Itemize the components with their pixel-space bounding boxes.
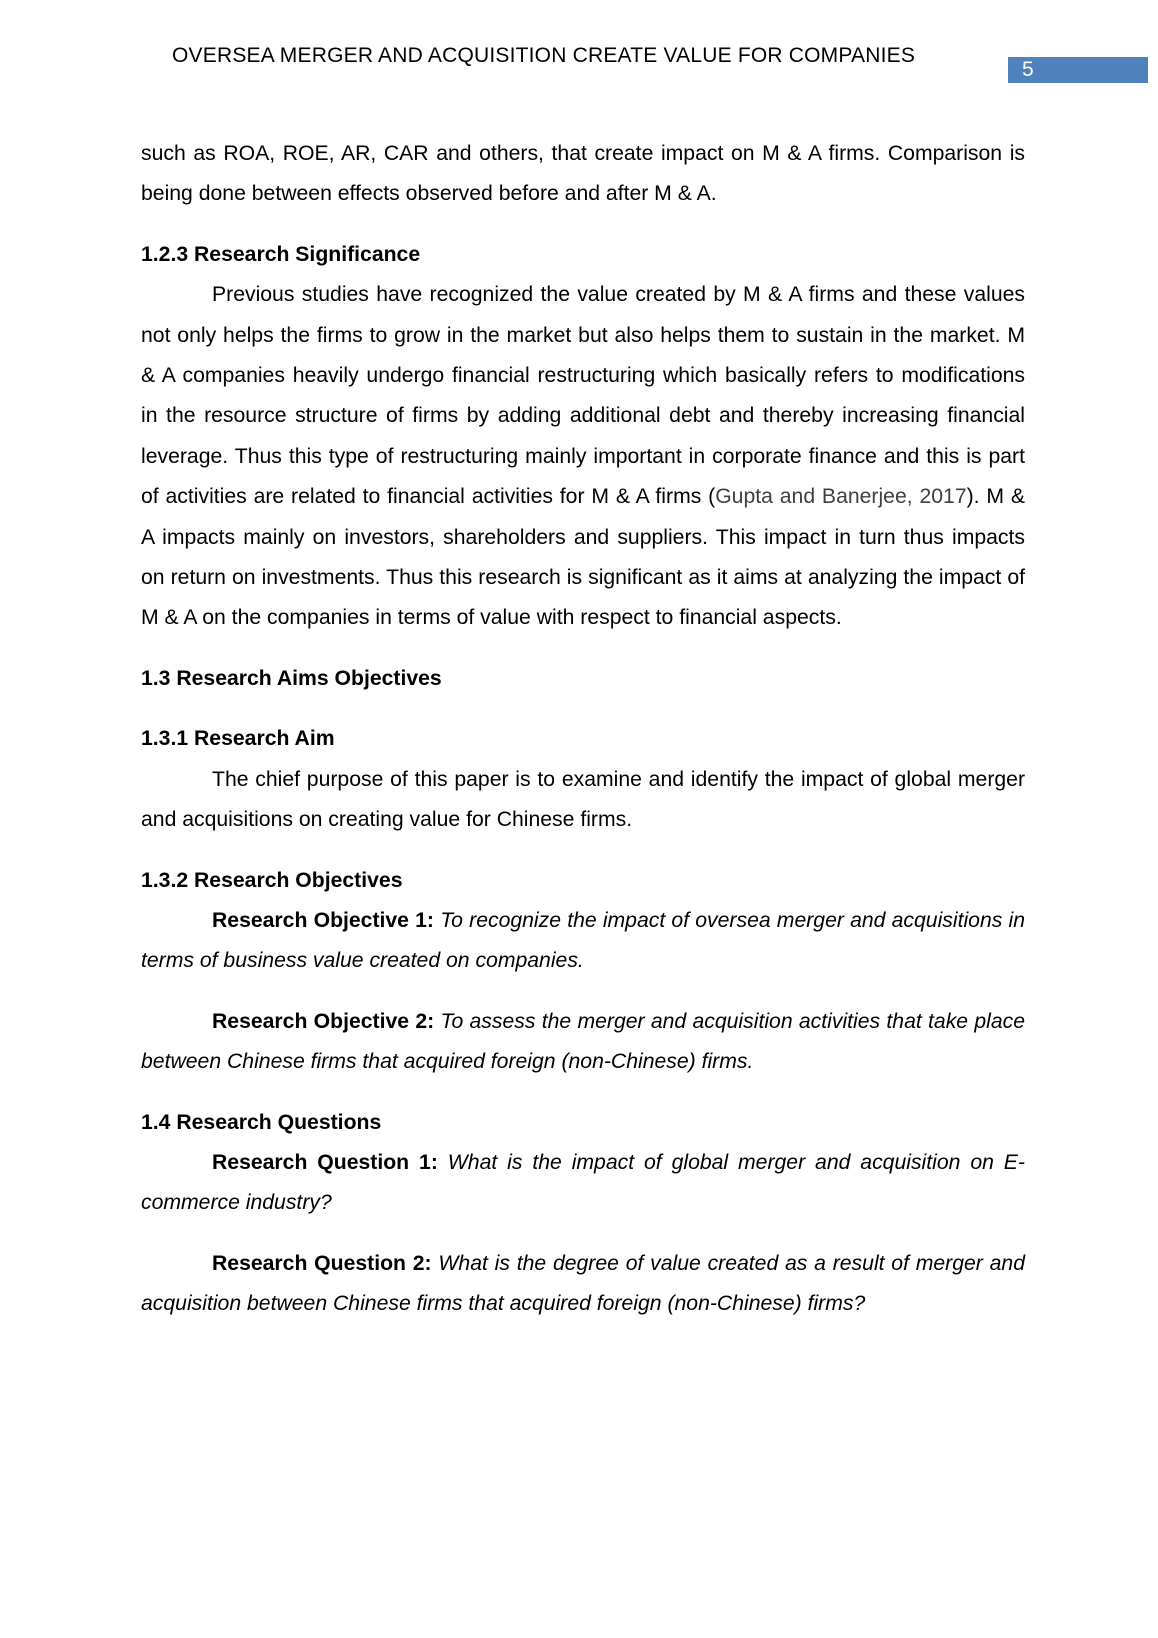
aim-paragraph: The chief purpose of this paper is to examine and identify the impact of global merger and acquisitions on creating value for Chinese firms.: [141, 767, 1025, 832]
objective-1-label: Research Objective 1:: [212, 908, 434, 932]
significance-paragraph: [141, 275, 1025, 639]
significance-text-after: ). M & A impacts mainly on investors, shareholders and suppliers. This impact in turn thus impacts on return on investments. Thus this research is significant as it aims at analyzing the impact of M & A on the companies in terms of value with respect to financial aspects.: [141, 485, 1025, 630]
question-1-text: What is the impact of global merger and acquisition on E-commerce industry?: [141, 1150, 1025, 1215]
intro-paragraph: such as ROA, ROE, AR, CAR and others, that create impact on M & A firms. Comparison is being done between effects observed before and after M & A.: [141, 142, 1025, 206]
question-1-paragraph: [141, 1143, 1025, 1224]
significance-text-before: Previous studies have recognized the value created by M & A firms and these values not only helps the firms to grow in the market but also helps them to sustain in the market. M & A companies heavily undergo financial restructuring which basically refers to modifications in the resource structure of firms by adding additional debt and thereby increasing financial leverage. Thus this type of restructuring mainly important in corporate finance and this is part of activities are related to financial activities for M & A firms (: [141, 283, 1025, 509]
objective-2-paragraph: [141, 1002, 1025, 1083]
section-heading-research-aim: 1.3.1 Research Aim: [141, 727, 335, 751]
objective-1-paragraph: [141, 901, 1025, 982]
question-1-label: Research Question 1:: [212, 1150, 438, 1174]
question-2-text: What is the degree of value created as a result of merger and acquisition between Chinese firms that acquired foreign (non-Chinese) firms?: [141, 1251, 1025, 1316]
page-number: 5: [1022, 58, 1034, 81]
question-2-paragraph: [141, 1244, 1025, 1325]
section-heading-research-questions: 1.4 Research Questions: [141, 1110, 382, 1134]
citation-gupta-banerjee: Gupta and Banerjee, 2017: [715, 485, 967, 509]
section-heading-research-significance: 1.2.3 Research Significance: [141, 242, 421, 266]
objective-2-label: Research Objective 2:: [212, 1009, 435, 1033]
page-number-badge: [1008, 57, 1148, 83]
document-body: [141, 134, 1025, 1325]
objective-1-text: To recognize the impact of oversea merger and acquisitions in terms of business value created on companies.: [141, 908, 1026, 973]
running-header-title: OVERSEA MERGER AND ACQUISITION CREATE VALUE FOR COMPANIES: [172, 44, 916, 67]
section-heading-aims-objectives: 1.3 Research Aims Objectives: [141, 666, 442, 690]
section-heading-research-objectives: 1.3.2 Research Objectives: [141, 868, 403, 892]
question-2-label: Research Question 2:: [212, 1251, 432, 1275]
objective-2-text: To assess the merger and acquisition activities that take place between Chinese firms that acquired foreign (non-Chinese) firms.: [141, 1009, 1025, 1074]
